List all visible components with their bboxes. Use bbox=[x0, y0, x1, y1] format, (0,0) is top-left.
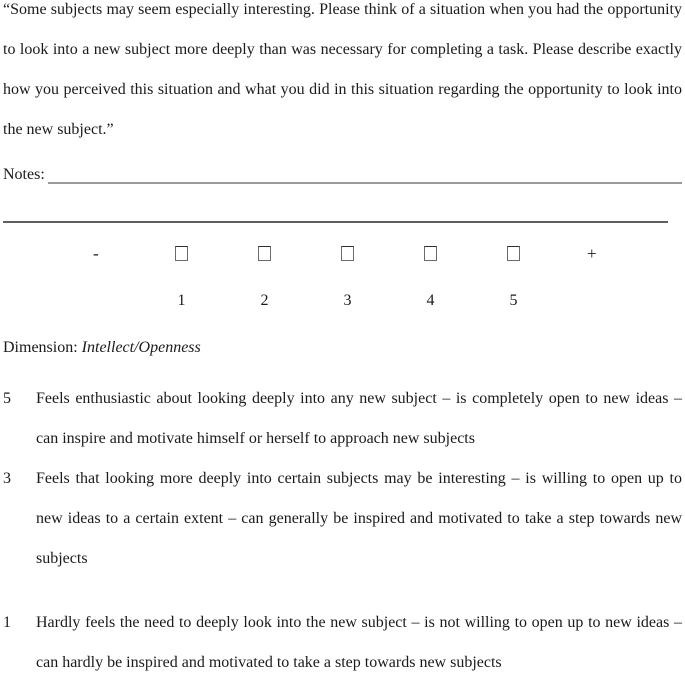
dimension-line bbox=[3, 337, 682, 359]
anchor-list bbox=[3, 379, 682, 683]
anchor-row-1 bbox=[3, 603, 682, 683]
scale-plus-label: + bbox=[587, 244, 597, 263]
rating-checkbox-3[interactable] bbox=[341, 246, 354, 261]
rating-checkbox-5[interactable] bbox=[507, 246, 520, 261]
anchor-text: Feels enthusiastic about looking deeply into any new subject – is completely open to new ideas – can inspire and motivate himself or herself to approach new subjects bbox=[36, 390, 682, 447]
anchor-score: 3 bbox=[3, 470, 11, 487]
dimension-label: Dimension: bbox=[3, 339, 78, 356]
rating-checkbox-2[interactable] bbox=[258, 246, 271, 261]
dimension-value: Intellect/Openness bbox=[81, 339, 201, 356]
rating-checkbox-1[interactable] bbox=[175, 246, 188, 261]
rating-checkbox-4[interactable] bbox=[424, 246, 437, 261]
anchor-text: Hardly feels the need to deeply look into the new subject – is not willing to open up to new ideas – can hardly be inspired and motivated to take a step towards new subjects bbox=[36, 614, 682, 671]
scale-point-label-1: 1 bbox=[177, 292, 186, 309]
scale-point-label-2: 2 bbox=[260, 292, 269, 309]
notes-blank-line-2[interactable] bbox=[3, 221, 668, 223]
scale-point-label-3: 3 bbox=[343, 292, 352, 309]
anchor-row-5 bbox=[3, 379, 682, 459]
anchor-score: 1 bbox=[3, 614, 11, 631]
scale-point-label-5: 5 bbox=[509, 292, 518, 309]
rating-scale bbox=[3, 245, 682, 321]
scale-point-label-4: 4 bbox=[426, 292, 435, 309]
notes-row bbox=[3, 158, 682, 184]
notes-blank-line[interactable] bbox=[48, 156, 682, 184]
notes-label: Notes: bbox=[3, 166, 45, 183]
interview-question-quote: “Some subjects may seem especially interesting. Please think of a situation when you had the opportunity to look into a new subject more deeply than was necessary for completing a task. Please describe exactly how you perceived this situation and what you did in this situation regarding the opportunity to look into the new subject.” bbox=[3, 1, 682, 138]
anchor-row-3 bbox=[3, 459, 682, 579]
anchor-text: Feels that looking more deeply into certain subjects may be interesting – is willing to open up to new ideas to a certain extent – can generally be inspired and motivated to take a step towards new subjects bbox=[36, 470, 682, 567]
scale-minus-label: - bbox=[93, 244, 99, 263]
anchor-score: 5 bbox=[3, 390, 11, 407]
